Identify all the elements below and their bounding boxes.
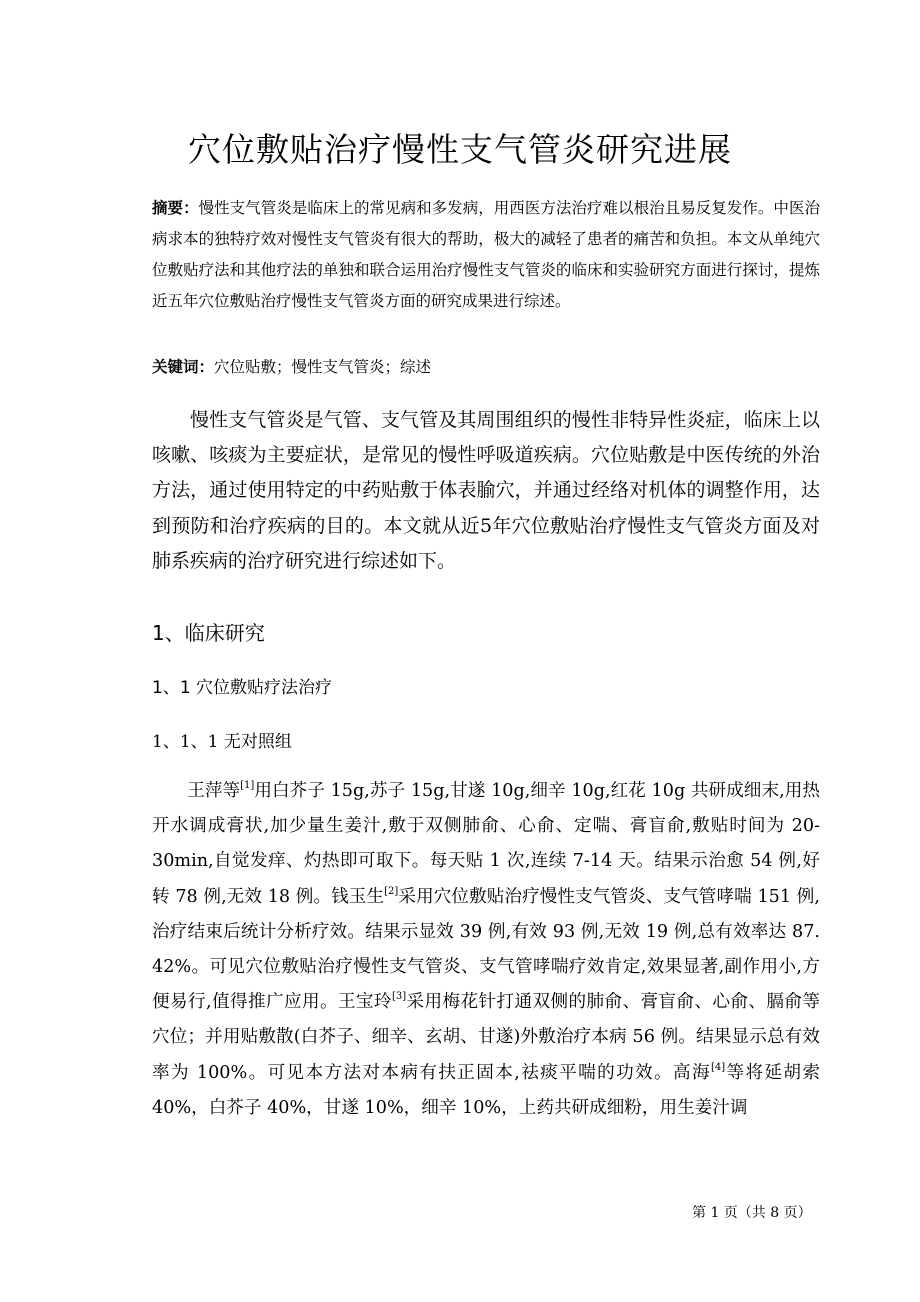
abstract-label: 摘要： [152, 199, 199, 217]
keywords [152, 352, 820, 383]
page-footer: 第 1 页（共 8 页） [692, 1205, 812, 1221]
subsection-heading-acupoint: 1、1 穴位敷贴疗法治疗 [152, 678, 333, 698]
keywords-text: 穴位贴敷；慢性支气管炎；综述 [214, 358, 432, 376]
abstract-text: 慢性支气管炎是临床上的常见病和多发病，用西医方法治疗难以根治且易反复发作。中医治病求本的独特疗效对慢性支气管炎有很大的帮助，极大的减轻了患者的痛苦和负担。本文从单纯穴位敷贴疗法和其他疗法的单独和联合运用治疗慢性支气管炎的临床和实验研究方面进行探讨，提炼近五年穴位敷贴治疗慢性支气管炎方面的研究成果进行综述。 [152, 199, 820, 310]
body-text-5: 等将延胡索 40%，白芥子 40%，甘遂 10%，细辛 10%，上药共研成细粉，用生姜汁调 [152, 1062, 820, 1118]
abstract [152, 193, 820, 317]
citation-2[interactable]: [2] [384, 885, 399, 897]
body-text-4: 采用梅花针打通双侧的肺俞、膏盲俞、心俞、膈俞等穴位；并用贴敷散(白芥子、细辛、玄胡、甘遂)外敷治疗本病 56 例。结果显示总有效率为 100%。可见本方法对本病有扶正固本,祛痰平喘的功效。高海 [152, 992, 820, 1083]
body-paragraph [152, 774, 820, 1126]
intro-paragraph: 慢性支气管炎是气管、支气管及其周围组织的慢性非特异性炎症，临床上以咳嗽、咳痰为主要症状，是常见的慢性呼吸道疾病。穴位贴敷是中医传统的外治方法，通过使用特定的中药贴敷于体表腧穴，并通过经络对机体的调整作用，达到预防和治疗疾病的目的。本文就从近5年穴位敷贴治疗慢性支气管炎方面及对肺系疾病的治疗研究进行综述如下。 [152, 409, 820, 572]
body-text-3: 采用穴位敷贴治疗慢性支气管炎、支气管哮喘 151 例,治疗结束后统计分析疗效。结果示显效 39 例,有效 93 例,无效 19 例,总有效率达 87. 42%。可见穴位敷贴治疗慢性支气管炎、支气管哮喘疗效肯定,效果显著,副作用小,方便易行,值得推广应用。王宝玲 [152, 886, 820, 1013]
section-heading-clinical: 1、临床研究 [152, 621, 265, 645]
citation-3[interactable]: [3] [391, 991, 407, 1003]
keywords-label: 关键词： [152, 358, 215, 376]
body-text-2: 用白芥子 15g,苏子 15g,甘遂 10g,细辛 10g,红花 10g 共研成细末,用热开水调成膏状,加少量生姜汁,敷于双侧肺俞、心俞、定喘、膏盲俞,敷贴时间为 20-30min,自觉发痒、灼热即可取下。每天贴 1 次,连续 7-14 天。结果示治愈 54 例,好转 78 例,无效 18 例。钱玉生 [152, 781, 820, 907]
body-text-1: 王萍等 [187, 781, 241, 801]
document-title: 穴位敷贴治疗慢性支气管炎研究进展 [188, 130, 732, 169]
citation-4[interactable]: [4] [710, 1061, 726, 1073]
citation-1[interactable]: [1] [240, 780, 255, 791]
subsubsection-heading-no-control: 1、1、1 无对照组 [152, 732, 292, 752]
